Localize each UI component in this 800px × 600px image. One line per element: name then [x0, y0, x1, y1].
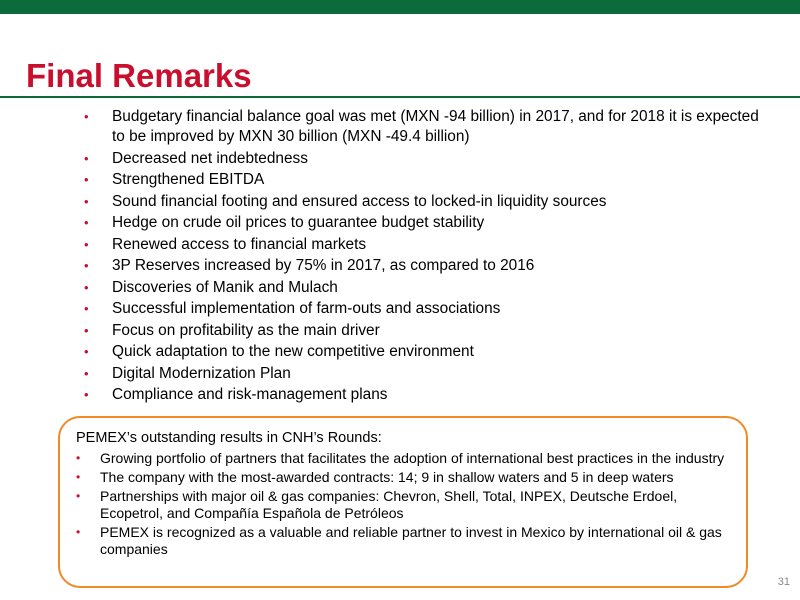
bullet-icon: •: [76, 525, 81, 539]
list-item: [76, 488, 740, 522]
remarks-list: [84, 107, 764, 407]
list-item-text: Sound financial footing and ensured access to locked-in liquidity sources: [112, 192, 607, 210]
list-item-text: Budgetary financial balance goal was met (MXN -94 billion) in 2017, and for 2018 it is expected to be improved by MXN 30 billion (MXN -49.4 billion): [112, 108, 759, 145]
bullet-icon: •: [84, 279, 89, 295]
list-item: [76, 524, 740, 558]
list-item-text: Focus on profitability as the main driver: [112, 321, 380, 339]
list-item-text: Partnerships with major oil & gas companies: Chevron, Shell, Total, INPEX, Deutsche Erdoel, Ecopetrol, and Compañía Española de Petróleos: [100, 488, 678, 521]
list-item: [84, 385, 764, 405]
bullet-icon: •: [76, 489, 81, 503]
list-item-text: Strengthened EBITDA: [112, 171, 265, 188]
bullet-icon: •: [84, 236, 89, 252]
list-item-text: The company with the most-awarded contracts: 14; 9 in shallow waters and 5 in deep waters: [100, 469, 674, 485]
slide-title: Final Remarks: [26, 57, 252, 94]
list-item-text: Hedge on crude oil prices to guarantee budget stability: [112, 214, 485, 231]
list-item: [84, 321, 764, 341]
bullet-icon: •: [76, 470, 81, 484]
list-item-text: PEMEX is recognized as a valuable and reliable partner to invest in Mexico by international oil & gas companies: [100, 524, 722, 557]
list-item-text: 3P Reserves increased by 75% in 2017, as compared to 2016: [112, 257, 535, 274]
list-item: [84, 364, 764, 384]
list-item: [84, 107, 764, 147]
list-item: [76, 450, 740, 467]
list-item-text: Growing portfolio of partners that facilitates the adoption of international best practices in the industry: [100, 450, 725, 466]
list-item: [84, 192, 764, 212]
top-green-bar: [0, 0, 800, 14]
bullet-icon: •: [84, 109, 89, 124]
list-item-text: Successful implementation of farm-outs and associations: [112, 300, 501, 317]
list-item: [84, 299, 764, 319]
bullet-icon: •: [84, 172, 89, 187]
list-item-text: Digital Modernization Plan: [112, 364, 291, 382]
list-item: [84, 278, 764, 298]
page-number: 31: [777, 576, 790, 588]
list-item: [84, 342, 764, 362]
list-item: [76, 469, 740, 486]
cnh-rounds-callout: [58, 416, 748, 588]
bullet-icon: •: [84, 344, 89, 359]
list-item: [84, 213, 764, 233]
bullet-icon: •: [84, 322, 89, 338]
title-divider: [0, 96, 800, 98]
list-item-text: Discoveries of Manik and Mulach: [112, 278, 338, 296]
list-item: [84, 149, 764, 169]
bullet-icon: •: [84, 215, 89, 230]
callout-list: [76, 450, 740, 560]
list-item-text: Compliance and risk-management plans: [112, 386, 388, 403]
list-item: [84, 170, 764, 190]
list-item-text: Renewed access to financial markets: [112, 235, 367, 253]
bullet-icon: •: [84, 301, 89, 316]
list-item-text: Quick adaptation to the new competitive environment: [112, 343, 474, 360]
list-item-text: Decreased net indebtedness: [112, 149, 308, 167]
callout-heading: PEMEX’s outstanding results in CNH’s Rounds:: [76, 430, 382, 446]
bullet-icon: •: [84, 193, 89, 209]
bullet-icon: •: [84, 365, 89, 381]
bullet-icon: •: [84, 258, 89, 273]
bullet-icon: •: [84, 150, 89, 166]
list-item: [84, 235, 764, 255]
bullet-icon: •: [84, 387, 89, 402]
list-item: [84, 256, 764, 276]
bullet-icon: •: [76, 451, 81, 465]
